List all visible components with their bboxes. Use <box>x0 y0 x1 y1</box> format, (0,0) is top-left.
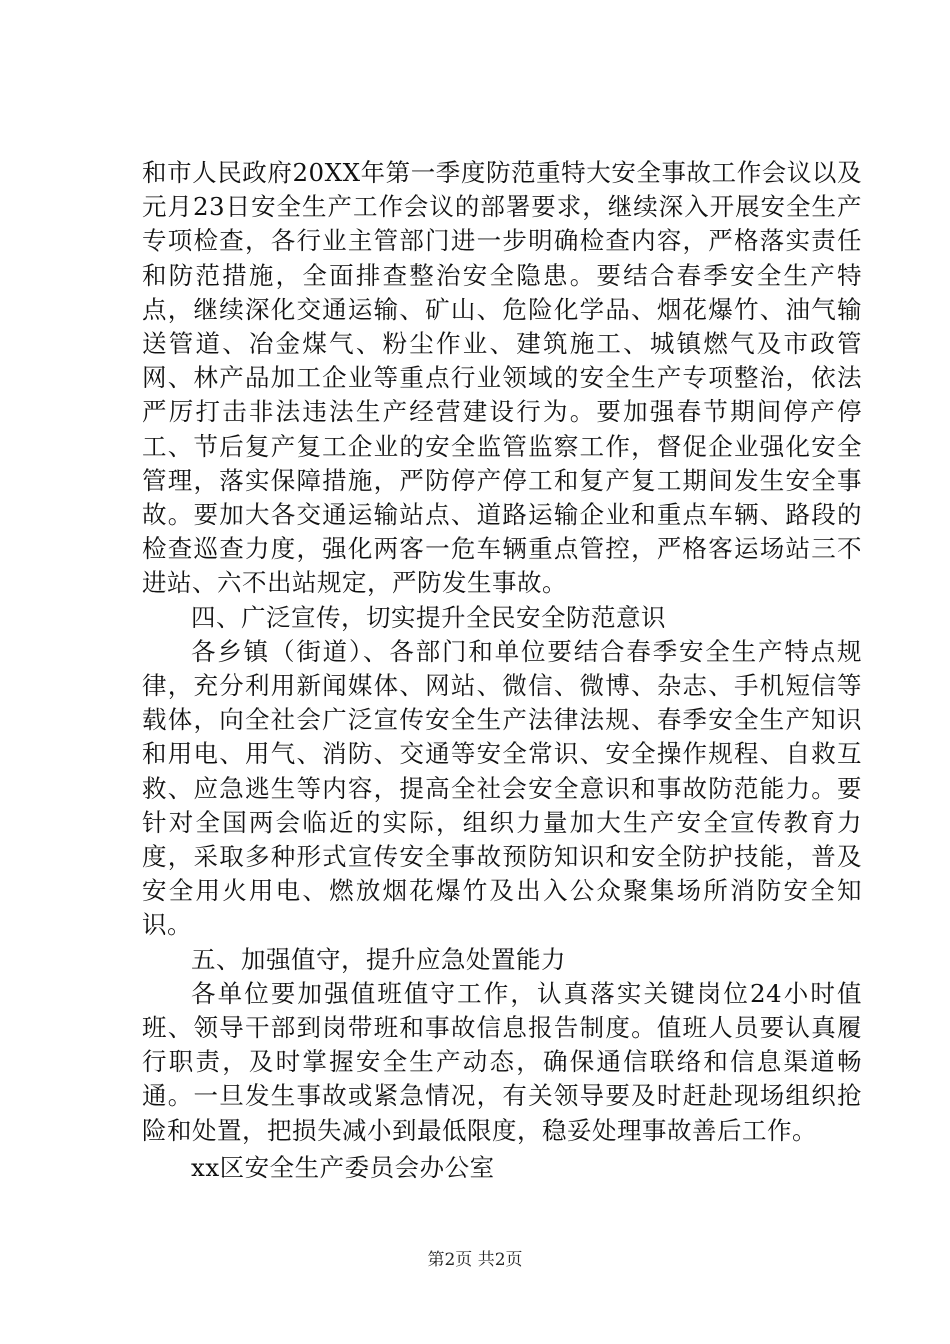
section-heading-4: 四、广泛宣传，切实提升全民安全防范意识 <box>191 602 666 632</box>
paragraph-section-4: 各乡镇（街道）、各部门和单位要结合春季安全生产特点规律，充分利用新闻媒体、网站、微信、微博、杂志、手机短信等载体，向全社会广泛宣传安全生产法律法规、春季安全生产知识和用电、用气、消防、交通等安全常识、安全操作规程、自救互救、应急逃生等内容，提高全社会安全意识和事故防范能力。要针对全国两会临近的实际，组织力量加大生产安全宣传教育力度，采取多种形式宣传安全事故预防知识和安全防护技能，普及安全用火用电、燃放烟花爆竹及出入公众聚集场所消防安全知识。 <box>142 636 862 940</box>
page-number-footer: 第2页 共2页 <box>427 1250 523 1270</box>
paragraph-section-5: 各单位要加强值班值守工作，认真落实关键岗位24小时值班、领导干部到岗带班和事故信息报告制度。值班人员要认真履行职责，及时掌握安全生产动态，确保通信联络和信息渠道畅通。一旦发生事故或紧急情况，有关领导要及时赶赴现场组织抢险和处置，把损失减小到最低限度，稳妥处理事故善后工作。 <box>142 978 862 1145</box>
section-heading-5: 五、加强值守，提升应急处置能力 <box>191 944 566 974</box>
signature-line: xx区安全生产委员会办公室 <box>191 1152 495 1182</box>
document-body <box>142 156 862 1185</box>
paragraph-continuation: 和市人民政府20XX年第一季度防范重特大安全事故工作会议以及元月23日安全生产工作会议的部署要求，继续深入开展安全生产专项检查，各行业主管部门进一步明确检查内容，严格落实责任和防范措施，全面排查整治安全隐患。要结合春季安全生产特点，继续深化交通运输、矿山、危险化学品、烟花爆竹、油气输送管道、冶金煤气、粉尘作业、建筑施工、城镇燃气及市政管网、林产品加工企业等重点行业领域的安全生产专项整治，依法严厉打击非法违法生产经营建设行为。要加强春节期间停产停工、节后复产复工企业的安全监管监察工作，督促企业强化安全管理，落实保障措施，严防停产停工和复产复工期间发生安全事故。要加大各交通运输站点、道路运输企业和重点车辆、路段的检查巡查力度，强化两客一危车辆重点管控，严格客运场站三不进站、六不出站规定，严防发生事故。 <box>142 158 862 598</box>
